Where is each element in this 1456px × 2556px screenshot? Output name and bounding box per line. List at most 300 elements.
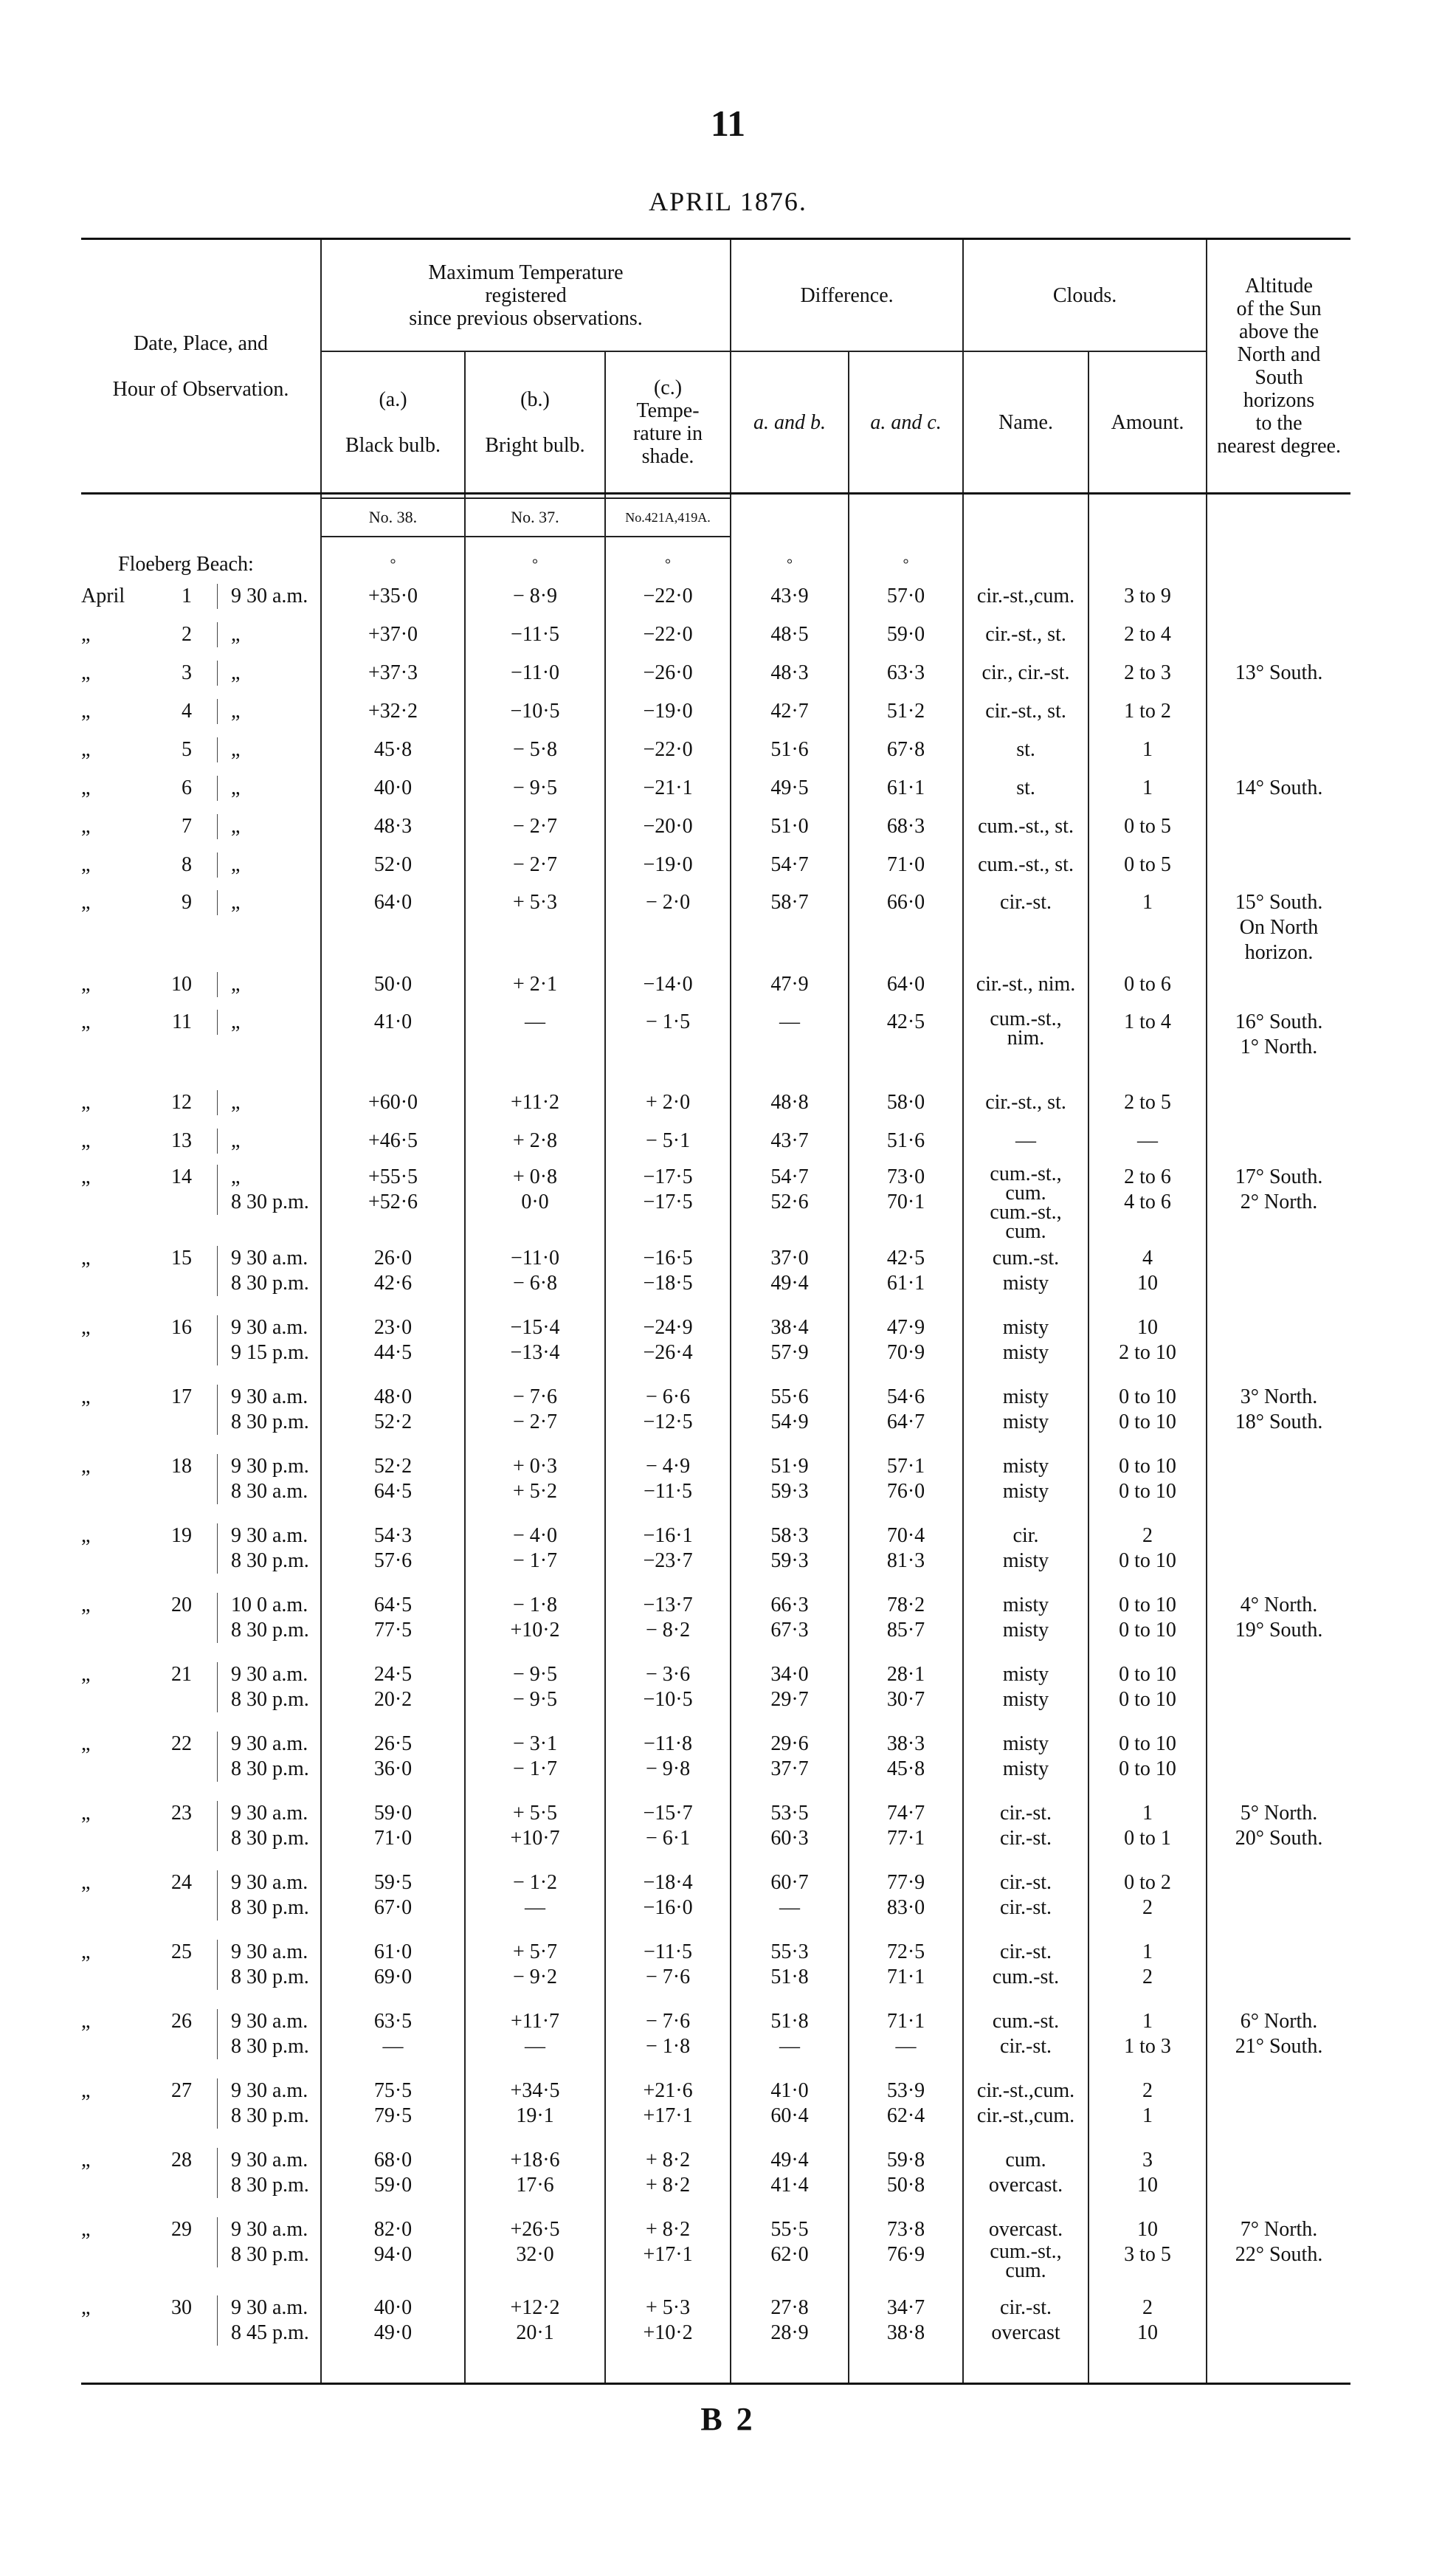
shade-temp-value-cell: [605, 1935, 731, 2005]
shade-temp-value: −12·5: [643, 1410, 693, 1433]
table-row: [81, 1935, 1350, 2005]
black-bulb-value-cell: [321, 769, 465, 807]
shade-temp-value-cell: [605, 1519, 731, 1588]
shade-temp-value: −22·0: [643, 738, 693, 761]
shade-temp-value: +17·1: [643, 2243, 693, 2266]
date-cell: [81, 1797, 321, 1866]
observation-hour: [217, 661, 240, 686]
header-bright-bulb: (b.) Bright bulb.: [465, 351, 605, 494]
black-bulb-value: 75·5: [373, 2079, 413, 2102]
month-label: „: [81, 1129, 91, 1152]
hour-line: „: [231, 815, 241, 838]
diff-a-c-value: 78·2: [886, 1594, 925, 1616]
cloud-name: cir.: [1012, 1524, 1039, 1547]
bright-bulb-value: +12·2: [510, 2296, 560, 2319]
day-number: 25: [171, 1940, 192, 1963]
bright-bulb-value-cell: [465, 731, 605, 769]
observation-hour: [217, 1662, 309, 1712]
shade-temp-value: − 4·9: [645, 1455, 691, 1478]
table-row: [81, 2005, 1350, 2074]
cloud-name-cell: [963, 1241, 1088, 1311]
cloud-amount: 0 to 10: [1119, 1688, 1176, 1711]
cloud-name-cell: [963, 1084, 1088, 1122]
month-label: „: [81, 815, 91, 838]
diff-a-b-value: 42·7: [770, 700, 809, 723]
sun-altitude: [1207, 2291, 1350, 2360]
sun-altitude: 7° North. 22° South.: [1207, 2213, 1350, 2291]
diff-a-c-value-cell: [849, 1004, 963, 1084]
diff-a-c-value-cell: [849, 965, 963, 1004]
diff-a-b-value-cell: [731, 2143, 849, 2213]
cloud-name: cum.-st.: [992, 1966, 1060, 1988]
shade-temp-value: + 8·2: [645, 2174, 691, 2197]
diff-a-b-value: 60·7: [770, 1871, 809, 1894]
shade-temp-value-cell: [605, 2074, 731, 2143]
diff-a-b-value-cell: [731, 1311, 849, 1380]
cloud-amount-cell: [1088, 1797, 1207, 1866]
diff-a-b-value: 43·7: [770, 1129, 809, 1152]
shade-temp-value-cell: [605, 654, 731, 692]
date-cell: [81, 2005, 321, 2074]
cloud-name: cir.-st.: [1000, 1940, 1052, 1963]
diff-a-b-value: 48·5: [770, 623, 809, 646]
hour-line: 9 30 a.m.: [231, 1247, 308, 1270]
hour-line: „: [231, 1091, 241, 1114]
diff-a-b-value: 59·3: [770, 1549, 809, 1572]
table-row: [81, 1004, 1350, 1084]
diff-a-b-value-cell: [731, 731, 849, 769]
shade-temp-value: +17·1: [643, 2104, 693, 2127]
diff-a-b-value: 55·3: [770, 1940, 809, 1963]
shade-temp-value: + 8·2: [645, 2218, 691, 2241]
diff-a-b-value-cell: [731, 1935, 849, 2005]
hour-line: 8 30 p.m.: [231, 1896, 309, 1919]
bright-bulb-value: − 9·5: [512, 1663, 558, 1686]
header-cloud-amount: Amount.: [1088, 351, 1207, 494]
diff-a-b-value: —: [779, 1896, 801, 1919]
diff-a-c-value: 70·4: [886, 1524, 925, 1547]
diff-a-b-value: 54·7: [770, 1165, 809, 1188]
bright-bulb-value: +11·2: [510, 1091, 560, 1114]
cloud-name: cir., cir.-st.: [981, 661, 1070, 684]
black-bulb-value: 42·6: [373, 1272, 413, 1295]
instrument-number: No. 37.: [465, 498, 605, 537]
diff-a-b-value: 55·5: [770, 2218, 809, 2241]
month-label: „: [81, 853, 91, 876]
cloud-amount: 0 to 10: [1119, 1663, 1176, 1686]
diff-a-b-value: 49·4: [770, 1272, 809, 1295]
black-bulb-value-cell: [321, 654, 465, 692]
diff-a-c-value: 68·3: [886, 815, 925, 838]
cloud-name: cir.-st.: [1000, 1827, 1052, 1850]
diff-a-b-value: 37·7: [770, 1757, 809, 1780]
shade-temp-value: −19·0: [643, 700, 693, 723]
cloud-amount: 3 to 5: [1124, 2243, 1171, 2266]
date-cell: [81, 846, 321, 884]
bright-bulb-value: + 5·3: [512, 891, 558, 914]
diff-a-c-value: 58·0: [886, 1091, 925, 1114]
diff-a-c-value: 72·5: [886, 1940, 925, 1963]
table-row: [81, 2213, 1350, 2291]
diff-a-c-value: 54·6: [886, 1385, 925, 1408]
date-cell: [81, 1727, 321, 1797]
diff-a-b-value: 58·3: [770, 1524, 809, 1547]
black-bulb-value-cell: [321, 846, 465, 884]
hour-line: 8 45 p.m.: [231, 2321, 309, 2344]
shade-temp-value: − 1·8: [645, 2035, 691, 2058]
black-bulb-value-cell: [321, 577, 465, 616]
black-bulb-value: 82·0: [373, 2218, 413, 2241]
bright-bulb-value-cell: [465, 2143, 605, 2213]
bright-bulb-value-cell: [465, 1797, 605, 1866]
diff-a-b-value: 59·3: [770, 1480, 809, 1503]
bright-bulb-value-cell: [465, 1311, 605, 1380]
diff-a-c-value: 70·1: [886, 1191, 925, 1213]
shade-temp-value: −13·7: [643, 1594, 693, 1616]
month-label: „: [81, 1455, 91, 1478]
page-number: 11: [710, 103, 746, 144]
black-bulb-value: 69·0: [373, 1966, 413, 1988]
shade-temp-value: −26·4: [643, 1341, 693, 1364]
diff-a-c-value-cell: [849, 1311, 963, 1380]
observation-hour: [217, 1454, 309, 1504]
bright-bulb-value: − 1·7: [512, 1757, 558, 1780]
date-cell: [81, 1588, 321, 1658]
observation-hour: [217, 2078, 309, 2129]
month-label: „: [81, 1010, 91, 1033]
diff-a-c-value-cell: [849, 654, 963, 692]
cloud-amount: 2: [1142, 1896, 1153, 1919]
bright-bulb-value-cell: [465, 1084, 605, 1122]
cloud-amount-cell: [1088, 846, 1207, 884]
cloud-amount: 2: [1142, 1966, 1153, 1988]
diff-a-b-value: 57·9: [770, 1341, 809, 1364]
hour-line: 8 30 p.m.: [231, 1191, 309, 1213]
date-cell: [81, 1160, 321, 1241]
bright-bulb-value-cell: [465, 1658, 605, 1727]
shade-temp-value: − 5·1: [645, 1129, 691, 1152]
cloud-amount: 1: [1142, 1802, 1153, 1825]
diff-a-c-value: 34·7: [886, 2296, 925, 2319]
black-bulb-value-cell: [321, 2074, 465, 2143]
cloud-amount: 1: [1142, 776, 1153, 799]
day-number: 13: [171, 1129, 192, 1152]
cloud-amount: 10: [1137, 1316, 1159, 1339]
bright-bulb-value-cell: [465, 846, 605, 884]
cloud-name: overcast.: [988, 2218, 1063, 2241]
diff-a-b-value-cell: [731, 1727, 849, 1797]
cloud-name-cell: [963, 2143, 1088, 2213]
cloud-amount: 1: [1142, 2104, 1153, 2127]
cloud-amount-cell: [1088, 769, 1207, 807]
black-bulb-value: 64·0: [373, 891, 413, 914]
date-cell: [81, 2074, 321, 2143]
bright-bulb-value: 0·0: [521, 1191, 549, 1213]
instrument-number: No. 38.: [321, 498, 465, 537]
diff-a-b-value: 51·6: [770, 738, 809, 761]
cloud-name: st.: [1016, 776, 1035, 799]
month-label: „: [81, 2218, 91, 2241]
diff-a-b-value: 62·0: [770, 2243, 809, 2266]
cloud-name: cum.-st., cum.: [990, 2240, 1062, 2282]
cloud-amount: 4 to 6: [1124, 1191, 1171, 1213]
sun-altitude: [1207, 1084, 1350, 1122]
shade-temp-value: − 7·6: [645, 1966, 691, 1988]
diff-a-c-value-cell: [849, 1519, 963, 1588]
day-number: 3: [182, 661, 192, 684]
cloud-amount: 0 to 5: [1124, 815, 1171, 838]
sun-altitude: [1207, 692, 1350, 731]
bright-bulb-value-cell: [465, 884, 605, 965]
black-bulb-value: 68·0: [373, 2149, 413, 2171]
month-label: „: [81, 891, 91, 914]
cloud-name-cell: [963, 2213, 1088, 2291]
shade-temp-value-cell: [605, 2143, 731, 2213]
black-bulb-value: 20·2: [373, 1688, 413, 1711]
black-bulb-value: 64·5: [373, 1594, 413, 1616]
cloud-amount: 10: [1137, 2218, 1159, 2241]
diff-a-b-value: 47·9: [770, 973, 809, 996]
shade-temp-value: −18·5: [643, 1272, 693, 1295]
cloud-amount: 2 to 3: [1124, 661, 1171, 684]
cloud-amount-cell: [1088, 692, 1207, 731]
instrument-number: No.421A,419A.: [605, 498, 731, 537]
diff-a-c-value-cell: [849, 616, 963, 654]
shade-temp-value-cell: [605, 1084, 731, 1122]
cloud-amount-cell: [1088, 1160, 1207, 1241]
cloud-amount: 1: [1142, 1940, 1153, 1963]
cloud-amount-cell: [1088, 577, 1207, 616]
table-row: [81, 2291, 1350, 2360]
shade-temp-value-cell: [605, 807, 731, 846]
observation-hour: [217, 1870, 309, 1921]
month-label: „: [81, 2010, 91, 2033]
cloud-amount-cell: [1088, 1588, 1207, 1658]
diff-a-c-value-cell: [849, 1241, 963, 1311]
day-number: 7: [182, 815, 192, 838]
diff-a-c-value: 73·8: [886, 2218, 925, 2241]
bright-bulb-value: − 8·9: [512, 585, 558, 607]
bright-bulb-value-cell: [465, 2005, 605, 2074]
bright-bulb-value-cell: [465, 2213, 605, 2291]
diff-a-b-value-cell: [731, 1866, 849, 1935]
cloud-name-cell: [963, 1160, 1088, 1241]
observation-hour: [217, 2217, 309, 2267]
shade-temp-value: −11·5: [643, 1480, 693, 1503]
hour-line: 8 30 p.m.: [231, 1410, 309, 1433]
diff-a-b-value: 58·7: [770, 891, 809, 914]
cloud-amount-cell: [1088, 2005, 1207, 2074]
sun-altitude: 5° North. 20° South.: [1207, 1797, 1350, 1866]
bright-bulb-value: −11·0: [510, 1247, 560, 1270]
day-number: 22: [171, 1732, 192, 1755]
bright-bulb-value-cell: [465, 1935, 605, 2005]
diff-a-c-value: 71·1: [886, 1966, 925, 1988]
day-number: 10: [171, 973, 192, 996]
cloud-amount-cell: [1088, 731, 1207, 769]
cloud-name: cir.-st., st.: [985, 700, 1066, 723]
diff-a-c-value-cell: [849, 1866, 963, 1935]
black-bulb-value: 26·0: [373, 1247, 413, 1270]
diff-a-b-value-cell: [731, 577, 849, 616]
cloud-name-cell: [963, 1588, 1088, 1658]
hour-line: „: [231, 623, 241, 646]
bright-bulb-value: 20·1: [516, 2321, 554, 2344]
observation-hour: [217, 1246, 309, 1296]
cloud-name: overcast: [991, 2321, 1060, 2344]
black-bulb-value: 48·3: [373, 815, 413, 838]
bright-bulb-value-cell: [465, 1122, 605, 1160]
diff-a-b-value: —: [779, 2035, 801, 2058]
day-number: 9: [182, 891, 192, 914]
diff-a-b-value: 48·8: [770, 1091, 809, 1114]
observation-hour: [217, 1523, 309, 1574]
cloud-amount: 2 to 10: [1119, 1341, 1176, 1364]
table-row: [81, 965, 1350, 1004]
day-number: 15: [171, 1247, 192, 1270]
diff-a-b-value-cell: [731, 1588, 849, 1658]
cloud-name-cell: [963, 1658, 1088, 1727]
black-bulb-value-cell: [321, 2291, 465, 2360]
header-a-and-c: a. and c.: [849, 351, 963, 494]
cloud-amount: 2 to 4: [1124, 623, 1171, 646]
bright-bulb-value-cell: [465, 1588, 605, 1658]
black-bulb-value: 77·5: [373, 1619, 413, 1642]
cloud-amount-cell: [1088, 1658, 1207, 1727]
bright-bulb-value: − 6·8: [512, 1272, 558, 1295]
black-bulb-value: +35·0: [368, 585, 418, 607]
diff-a-b-value: 41·0: [770, 2079, 809, 2102]
shade-temp-value: −23·7: [643, 1549, 693, 1572]
diff-a-c-value: 57·0: [886, 585, 925, 607]
cloud-name: cum.-st., cum.: [990, 1162, 1062, 1205]
cloud-name: cir.-st.: [1000, 1896, 1052, 1919]
bright-bulb-value-cell: [465, 1241, 605, 1311]
bright-bulb-value-cell: [465, 616, 605, 654]
observation-hour: [217, 1165, 309, 1215]
month-label: „: [81, 2149, 91, 2171]
bright-bulb-value: 19·1: [516, 2104, 554, 2127]
diff-a-c-value: 42·5: [886, 1247, 925, 1270]
diff-a-b-value: 27·8: [770, 2296, 809, 2319]
cloud-name: misty: [1002, 1732, 1049, 1755]
observation-hour: [217, 584, 308, 609]
cloud-name: cum.-st., st.: [978, 815, 1074, 838]
cloud-amount-cell: [1088, 616, 1207, 654]
day-number: 11: [172, 1010, 192, 1033]
diff-a-c-value-cell: [849, 692, 963, 731]
black-bulb-value: 48·0: [373, 1385, 413, 1408]
bright-bulb-value: − 9·2: [512, 1966, 558, 1988]
diff-a-b-value: 29·7: [770, 1688, 809, 1711]
page-title: APRIL 1876.: [649, 187, 807, 216]
cloud-name: cir.-st.,cum.: [976, 2104, 1075, 2127]
cloud-name: cum.-st., cum.: [990, 1201, 1062, 1243]
table-body: [81, 494, 1350, 2384]
cloud-amount: —: [1137, 1129, 1159, 1152]
bright-bulb-value: 17·6: [516, 2174, 554, 2197]
sun-altitude: [1207, 2143, 1350, 2213]
diff-a-c-value-cell: [849, 1797, 963, 1866]
black-bulb-value-cell: [321, 1727, 465, 1797]
bright-bulb-value: − 9·5: [512, 1688, 558, 1711]
diff-a-b-value-cell: [731, 807, 849, 846]
diff-a-c-value: 83·0: [886, 1896, 925, 1919]
observation-hour: [217, 776, 240, 801]
cloud-amount: 0 to 10: [1119, 1757, 1176, 1780]
hour-line: 9 30 a.m.: [231, 1732, 308, 1755]
hour-line: 8 30 p.m.: [231, 2174, 309, 2197]
hour-line: „: [231, 661, 241, 684]
day-number: 23: [171, 1802, 192, 1825]
bright-bulb-value-cell: [465, 692, 605, 731]
cloud-amount: 0 to 1: [1124, 1827, 1171, 1850]
shade-temp-value: −20·0: [643, 815, 693, 838]
cloud-name: cir.-st., st.: [985, 1091, 1066, 1114]
black-bulb-value: 23·0: [373, 1316, 413, 1339]
cloud-name: misty: [1002, 1480, 1049, 1503]
cloud-amount-cell: [1088, 1004, 1207, 1084]
hour-line: 9 30 a.m.: [231, 2218, 308, 2241]
cloud-amount-cell: [1088, 965, 1207, 1004]
cloud-name-cell: [963, 1311, 1088, 1380]
bright-bulb-value: + 2·1: [512, 973, 558, 996]
observation-hour: [217, 1090, 240, 1115]
cloud-amount-cell: [1088, 2143, 1207, 2213]
shade-temp-value: − 7·6: [645, 2010, 691, 2033]
observation-hour: [217, 2148, 309, 2198]
month-label: „: [81, 1594, 91, 1616]
bright-bulb-value: +11·7: [510, 2010, 560, 2033]
diff-a-b-value: 48·3: [770, 661, 809, 684]
date-cell: [81, 1122, 321, 1160]
day-number: 19: [171, 1524, 192, 1547]
bright-bulb-value: − 5·8: [512, 738, 558, 761]
diff-a-b-value: 29·6: [770, 1732, 809, 1755]
day-number: 30: [171, 2296, 192, 2319]
table-row: [81, 654, 1350, 692]
shade-temp-value-cell: [605, 1241, 731, 1311]
bright-bulb-value: −13·4: [510, 1341, 560, 1364]
cloud-name: cir.-st.: [1000, 1871, 1052, 1894]
diff-a-c-value: 59·0: [886, 623, 925, 646]
shade-temp-value: − 9·8: [645, 1757, 691, 1780]
month-label: „: [81, 700, 91, 723]
cloud-amount-cell: [1088, 654, 1207, 692]
cloud-amount: 10: [1137, 2321, 1159, 2344]
sun-altitude: [1207, 577, 1350, 616]
hour-line: 8 30 p.m.: [231, 1272, 309, 1295]
hour-line: 9 30 a.m.: [231, 1385, 308, 1408]
bright-bulb-value: 32·0: [516, 2243, 554, 2266]
table-row: [81, 731, 1350, 769]
shade-temp-value-cell: [605, 1450, 731, 1519]
cloud-amount: 4: [1142, 1247, 1153, 1270]
hour-line: „: [231, 738, 241, 761]
diff-a-c-value-cell: [849, 2213, 963, 2291]
sun-altitude: [1207, 1935, 1350, 2005]
hour-line: „: [231, 973, 241, 996]
bright-bulb-value-cell: [465, 1866, 605, 1935]
date-cell: [81, 1658, 321, 1727]
month-label: „: [81, 1524, 91, 1547]
shade-temp-value: −15·7: [643, 1802, 693, 1825]
cloud-name: misty: [1002, 1385, 1049, 1408]
shade-temp-value-cell: [605, 731, 731, 769]
cloud-name: cir.-st.: [1000, 2296, 1052, 2319]
observation-hour: [217, 1129, 240, 1154]
cloud-amount-cell: [1088, 807, 1207, 846]
